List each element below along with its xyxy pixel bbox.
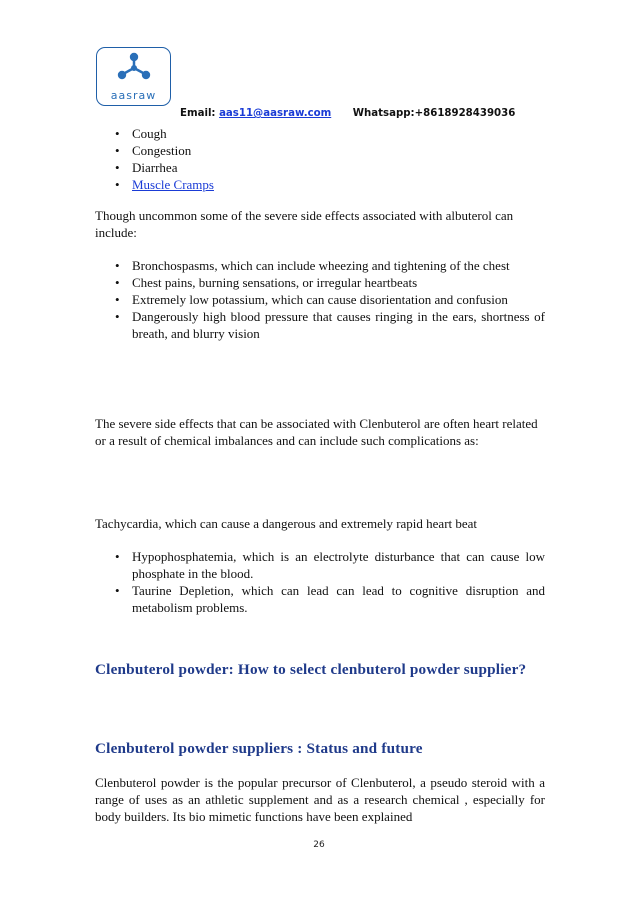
page-number: 26 [313, 840, 325, 850]
paragraph-albuterol-intro: Though uncommon some of the severe side effects associated with albuterol can include: [95, 208, 514, 240]
muscle-cramps-link[interactable]: Muscle Cramps [132, 177, 214, 192]
paragraph-tachycardia: Tachycardia, which can cause a dangerous and extremely rapid heart beat [95, 516, 478, 531]
contact-header [180, 108, 515, 119]
paragraph-clenbuterol-powder: Clenbuterol powder is the popular precursor of Clenbuterol, a pseudo steroid with a range of uses as an athletic supplement and as a research chemical , especially for body builders. Its bio mimetic functions have been explained [95, 775, 545, 824]
common-effects-list [95, 125, 545, 193]
list-item: • Diarrhea [95, 159, 545, 176]
list-item: • Bronchospasms, which can include wheezing and tightening of the chest [95, 257, 545, 274]
clenbuterol-effects-list [95, 548, 545, 616]
paragraph-clenbuterol-effects: The severe side effects that can be associated with Clenbuterol are often heart related or a result of chemical imbalances and can include such complications as: [95, 416, 538, 448]
list-item: • Extremely low potassium, which can cause disorientation and confusion [95, 291, 545, 308]
list-item: • Congestion [95, 142, 545, 159]
company-logo [96, 47, 171, 106]
severe-effects-list [95, 257, 545, 342]
list-item: • Taurine Depletion, which can lead can lead to cognitive disruption and metabolism problems. [95, 582, 545, 616]
list-item [95, 176, 545, 193]
list-item: • Hypophosphatemia, which is an electrolyte disturbance that can cause low phosphate in the blood. [95, 548, 545, 582]
heading-select-supplier: Clenbuterol powder: How to select clenbuterol powder supplier? [95, 661, 527, 678]
list-item: • Dangerously high blood pressure that causes ringing in the ears, shortness of breath, and blurry vision [95, 308, 545, 342]
logo-wordmark: aasraw [110, 89, 157, 102]
heading-suppliers-status: Clenbuterol powder suppliers : Status and future [95, 740, 423, 757]
molecule-icon [97, 48, 172, 92]
email-label: Email: [180, 108, 216, 119]
whatsapp-contact: Whatsapp:+8618928439036 [352, 108, 516, 119]
email-link[interactable]: aas11@aasraw.com [219, 108, 332, 119]
list-item: • Cough [95, 125, 545, 142]
list-item: • Chest pains, burning sensations, or irregular heartbeats [95, 274, 545, 291]
